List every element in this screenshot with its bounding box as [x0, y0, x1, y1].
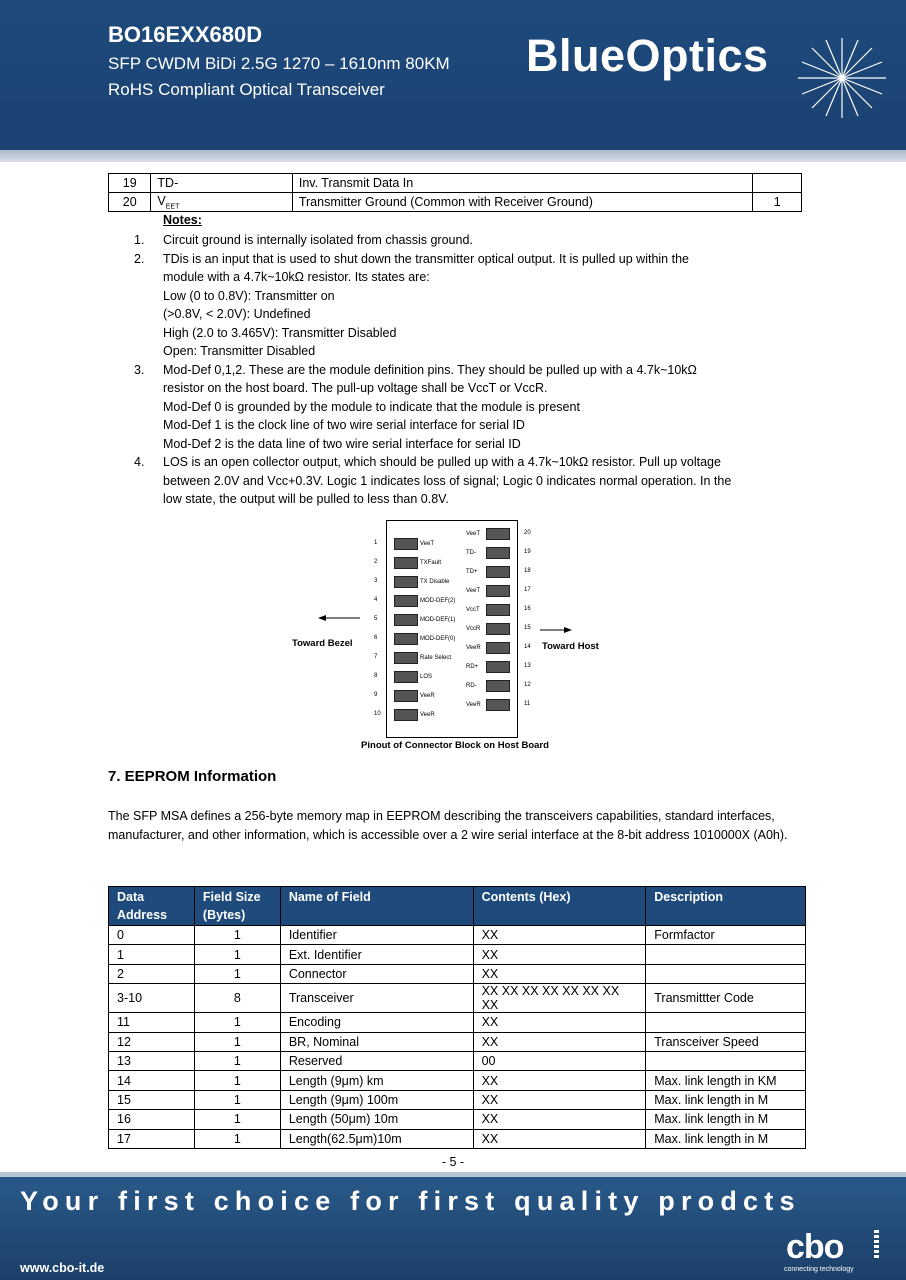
- notes-title: Notes:: [163, 213, 202, 227]
- toward-host-label: Toward Host: [542, 641, 599, 652]
- data-address: 0: [109, 926, 195, 945]
- note-line: Mod-Def 2 is the data line of two wire serial interface for serial ID: [163, 436, 521, 451]
- note-line: between 2.0V and Vcc+0.3V. Logic 1 indicates loss of signal; Logic 0 indicates normal operation. In the: [163, 473, 732, 488]
- field-name: Connector: [280, 964, 473, 983]
- field-size: 1: [194, 1129, 280, 1148]
- field-contents: XX: [473, 1032, 646, 1051]
- left-pin-contact: [394, 671, 418, 683]
- field-name: Length (50μm) 10m: [280, 1110, 473, 1129]
- left-pin-label: VeeT: [420, 541, 435, 547]
- note-item: [108, 231, 804, 250]
- right-pin-contact: [486, 623, 510, 635]
- field-size: 1: [194, 1110, 280, 1129]
- left-pin-label: Rate Select: [420, 655, 452, 661]
- note-item: [108, 361, 804, 454]
- eeprom-row: [109, 964, 806, 983]
- left-pin-contact: [394, 538, 418, 550]
- note-item: [108, 250, 804, 361]
- pin-function: Transmitter Ground (Common with Receiver Ground): [292, 193, 753, 212]
- data-address: 11: [109, 1013, 195, 1032]
- eeprom-row: [109, 945, 806, 964]
- page-number: - 5 -: [441, 1155, 465, 1169]
- connector-pinout-diagram: [290, 520, 620, 760]
- field-description: Max. link length in M: [646, 1110, 806, 1129]
- cbo-tagline: connecting technology: [784, 1266, 854, 1273]
- left-pin-label: MOD-DEF(1): [420, 617, 456, 623]
- section-paragraph: The SFP MSA defines a 256-byte memory map in EEPROM describing the transceivers capabilities, standard interfaces, manufacturer, and other information, which is accessible over a 2 wire serial interface at the 8-bit address 1010000X (A0h).: [108, 809, 788, 842]
- left-pin-number: 9: [374, 692, 378, 698]
- field-contents: XX XX XX XX XX XX XX XX: [473, 984, 646, 1013]
- toward-bezel-label: Toward Bezel: [292, 638, 353, 649]
- left-pin-label: VeeR: [420, 712, 435, 718]
- section-title: 7. EEPROM Information: [108, 768, 277, 785]
- eeprom-column-header: Description: [646, 887, 806, 926]
- eeprom-column-header: Contents (Hex): [473, 887, 646, 926]
- pin-number: 19: [109, 174, 151, 193]
- data-address: 17: [109, 1129, 195, 1148]
- eeprom-table: [108, 886, 806, 1149]
- brand-logo: BlueOptics: [526, 30, 769, 81]
- right-pin-label: VccR: [466, 626, 481, 632]
- note-line: (>0.8V, < 2.0V): Undefined: [163, 307, 311, 321]
- left-pin-label: LOS: [420, 674, 433, 680]
- right-pin-contact: [486, 528, 510, 540]
- data-address: 3-10: [109, 984, 195, 1013]
- left-pin-number: 6: [374, 635, 378, 641]
- pin-row: [109, 193, 802, 212]
- left-pin-number: 3: [374, 578, 378, 584]
- right-pin-label: RD+: [466, 664, 479, 670]
- notes-list: [108, 231, 804, 509]
- field-contents: XX: [473, 1013, 646, 1032]
- right-pin-contact: [486, 699, 510, 711]
- note-item: [108, 453, 804, 509]
- field-contents: XX: [473, 1129, 646, 1148]
- eeprom-row: [109, 1129, 806, 1148]
- footer-divider: [0, 1172, 906, 1177]
- note-line: LOS is an open collector output, which should be pulled up with a 4.7k~10kΩ resistor. Pull up voltage: [163, 455, 721, 469]
- field-name: Identifier: [280, 926, 473, 945]
- pin-function: Inv. Transmit Data In: [292, 174, 753, 193]
- note-line: resistor on the host board. The pull-up voltage shall be VccT or VccR.: [163, 381, 548, 395]
- cbo-logo-mark-icon: [874, 1230, 880, 1260]
- left-pin-label: TX Disable: [420, 579, 450, 585]
- note-line: Mod-Def 0,1,2. These are the module definition pins. They should be pulled up with a 4.7k~10kΩ: [163, 362, 697, 377]
- field-contents: XX: [473, 926, 646, 945]
- pin-name-text: TD-: [157, 176, 179, 190]
- right-pin-label: RD-: [466, 683, 477, 689]
- pin-number: 20: [109, 193, 151, 212]
- field-name: Reserved: [280, 1051, 473, 1070]
- left-pin-number: 8: [374, 673, 378, 679]
- pin-name-text: V: [157, 193, 166, 208]
- field-contents: XX: [473, 1110, 646, 1129]
- field-size: 1: [194, 1032, 280, 1051]
- data-address: 15: [109, 1090, 195, 1109]
- eeprom-row: [109, 1110, 806, 1129]
- left-pin-number: 4: [374, 597, 378, 603]
- note-line: module with a 4.7k~10kΩ resistor. Its states are:: [163, 270, 430, 284]
- data-address: 13: [109, 1051, 195, 1070]
- note-number: 1.: [134, 233, 145, 247]
- eeprom-column-header: Name of Field: [280, 887, 473, 926]
- left-pin-contact: [394, 709, 418, 721]
- left-pin-contact: [394, 614, 418, 626]
- field-description: [646, 945, 806, 964]
- field-contents: XX: [473, 1090, 646, 1109]
- right-pin-label: VeeR: [466, 702, 481, 708]
- field-size: 8: [194, 984, 280, 1013]
- pin-name: [151, 174, 292, 193]
- field-description: Max. link length in M: [646, 1129, 806, 1148]
- left-pin-number: 1: [374, 540, 378, 546]
- pin-name-subscript: EET: [165, 203, 180, 211]
- left-pin-label: MOD-DEF(0): [420, 636, 456, 642]
- right-pin-number: 17: [524, 587, 531, 593]
- pin-row: [109, 174, 802, 193]
- data-address: 14: [109, 1071, 195, 1090]
- right-pin-contact: [486, 642, 510, 654]
- direction-arrows: [290, 520, 620, 740]
- right-pin-label: TD+: [466, 569, 478, 575]
- field-description: Max. link length in M: [646, 1090, 806, 1109]
- right-pin-label: VeeT: [466, 588, 481, 594]
- right-pin-number: 14: [524, 644, 531, 650]
- field-contents: XX: [473, 964, 646, 983]
- field-size: 1: [194, 1013, 280, 1032]
- field-name: Length(62.5μm)10m: [280, 1129, 473, 1148]
- field-name: Length (9μm) km: [280, 1071, 473, 1090]
- note-number: 2.: [134, 251, 145, 266]
- left-pin-number: 10: [374, 711, 381, 717]
- eeprom-row: [109, 1013, 806, 1032]
- eeprom-column-header: Data Address: [109, 887, 195, 926]
- eeprom-row: [109, 1071, 806, 1090]
- left-pin-label: VeeR: [420, 693, 435, 699]
- left-pin-number: 5: [374, 616, 378, 622]
- right-pin-label: VeeT: [466, 531, 481, 537]
- starburst-icon: [796, 36, 888, 120]
- data-address: 1: [109, 945, 195, 964]
- right-pin-contact: [486, 547, 510, 559]
- right-pin-number: 12: [524, 682, 531, 688]
- eeprom-row: [109, 926, 806, 945]
- product-description: SFP CWDM BiDi 2.5G 1270 – 1610nm 80KM: [108, 54, 450, 73]
- data-address: 16: [109, 1110, 195, 1129]
- note-line: Low (0 to 0.8V): Transmitter on: [163, 288, 335, 303]
- left-pin-contact: [394, 557, 418, 569]
- field-name: Length (9μm) 100m: [280, 1090, 473, 1109]
- pin-note-ref: [753, 174, 802, 193]
- right-pin-contact: [486, 661, 510, 673]
- field-name: Transceiver: [280, 984, 473, 1013]
- note-number: 3.: [134, 362, 145, 377]
- right-pin-label: TD-: [466, 550, 476, 556]
- cbo-logo: cbo: [786, 1228, 844, 1266]
- right-pin-number: 20: [524, 530, 531, 536]
- right-pin-number: 19: [524, 549, 531, 555]
- left-pin-number: 2: [374, 559, 378, 565]
- header-divider: [0, 150, 906, 162]
- right-pin-contact: [486, 566, 510, 578]
- note-line: TDis is an input that is used to shut down the transmitter optical output. It is pulled up within the: [163, 251, 689, 266]
- diagram-caption: Pinout of Connector Block on Host Board: [361, 740, 549, 751]
- pin-name: [151, 193, 292, 212]
- field-description: Max. link length in KM: [646, 1071, 806, 1090]
- field-size: 1: [194, 926, 280, 945]
- field-name: BR, Nominal: [280, 1032, 473, 1051]
- eeprom-row: [109, 1051, 806, 1070]
- left-pin-contact: [394, 633, 418, 645]
- field-size: 1: [194, 964, 280, 983]
- eeprom-row: [109, 984, 806, 1013]
- left-pin-label: MOD-DEF(2): [420, 598, 456, 604]
- left-pin-number: 7: [374, 654, 378, 660]
- field-description: Transceiver Speed: [646, 1032, 806, 1051]
- right-pin-contact: [486, 604, 510, 616]
- field-description: [646, 964, 806, 983]
- field-contents: XX: [473, 1071, 646, 1090]
- field-name: Ext. Identifier: [280, 945, 473, 964]
- eeprom-row: [109, 1090, 806, 1109]
- eeprom-row: [109, 1032, 806, 1051]
- field-description: Transmittter Code: [646, 984, 806, 1013]
- product-compliance: RoHS Compliant Optical Transceiver: [108, 80, 385, 99]
- pin-note-ref: 1: [753, 193, 802, 212]
- eeprom-column-header: Field Size (Bytes): [194, 887, 280, 926]
- left-pin-contact: [394, 652, 418, 664]
- right-pin-contact: [486, 680, 510, 692]
- right-pin-label: VeeR: [466, 645, 481, 651]
- right-pin-number: 15: [524, 625, 531, 631]
- field-contents: 00: [473, 1051, 646, 1070]
- product-code: BO16EXX680D: [108, 22, 263, 47]
- right-pin-number: 11: [524, 701, 531, 707]
- data-address: 2: [109, 964, 195, 983]
- field-description: [646, 1051, 806, 1070]
- note-line: High (2.0 to 3.465V): Transmitter Disabled: [163, 325, 397, 340]
- left-pin-contact: [394, 595, 418, 607]
- note-line: Open: Transmitter Disabled: [163, 344, 316, 358]
- footer-url-link[interactable]: www.cbo-it.de: [20, 1261, 105, 1275]
- field-size: 1: [194, 1071, 280, 1090]
- left-pin-contact: [394, 690, 418, 702]
- field-contents: XX: [473, 945, 646, 964]
- left-pin-label: TXFault: [420, 560, 442, 566]
- left-pin-contact: [394, 576, 418, 588]
- field-size: 1: [194, 1051, 280, 1070]
- field-size: 1: [194, 945, 280, 964]
- field-description: Formfactor: [646, 926, 806, 945]
- right-pin-contact: [486, 585, 510, 597]
- right-pin-label: VccT: [466, 607, 480, 613]
- note-line: Mod-Def 1 is the clock line of two wire serial interface for serial ID: [163, 418, 525, 432]
- note-number: 4.: [134, 455, 145, 469]
- right-pin-number: 16: [524, 606, 531, 612]
- field-name: Encoding: [280, 1013, 473, 1032]
- right-pin-number: 18: [524, 568, 531, 574]
- pin-table: [108, 173, 802, 212]
- note-line: Circuit ground is internally isolated from chassis ground.: [163, 233, 473, 247]
- data-address: 12: [109, 1032, 195, 1051]
- note-line: Mod-Def 0 is grounded by the module to indicate that the module is present: [163, 399, 580, 414]
- field-description: [646, 1013, 806, 1032]
- note-line: low state, the output will be pulled to less than 0.8V.: [163, 492, 449, 506]
- right-pin-number: 13: [524, 663, 531, 669]
- field-size: 1: [194, 1090, 280, 1109]
- footer-slogan: Your first choice for first quality prodcts: [20, 1186, 801, 1216]
